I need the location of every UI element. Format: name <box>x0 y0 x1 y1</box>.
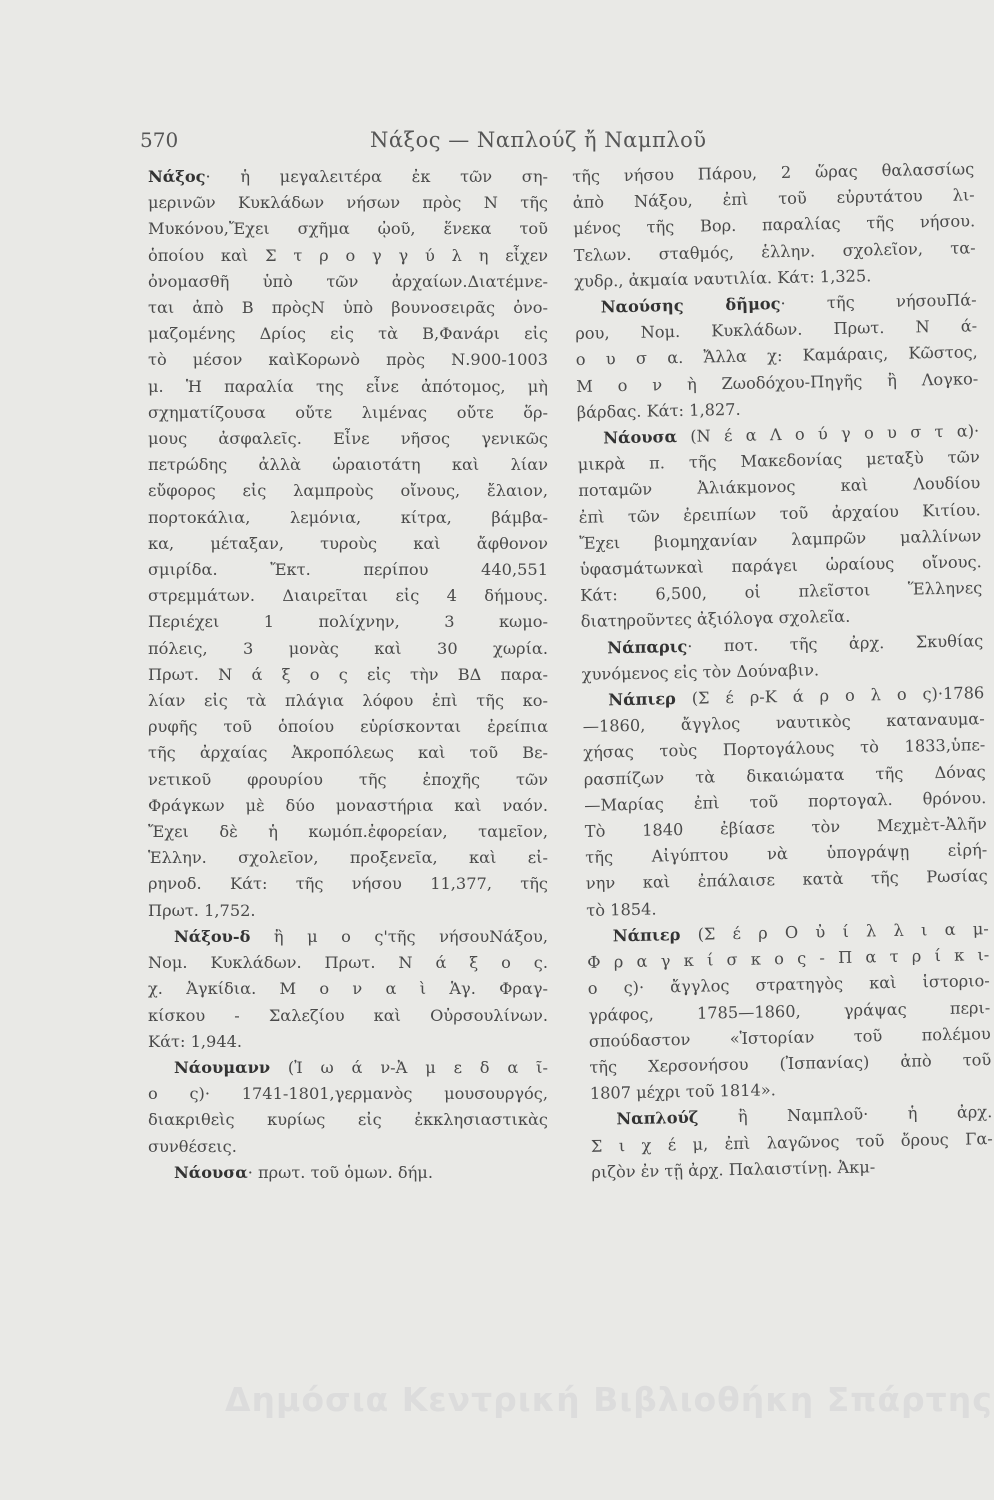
line-text: μαζομένης Δρίος εἰς τὰ Β,Φανάρι εἰς <box>148 324 548 344</box>
line-text: μικρὰ π. τῆς Μακεδονίας μεταξὺ τῶν <box>577 447 980 475</box>
text-line <box>148 243 548 269</box>
line-text: Κάτ: 6,500, οἱ πλεῖστοι Ἕλληνες <box>580 578 983 606</box>
line-text: εὔφορος εἰς λαμπροὺς οἴνους, ἔλαιον, <box>148 481 548 501</box>
line-text: ο ς)· 1741-1801,γερμανὸς μουσουργός, <box>148 1084 548 1104</box>
line-text: Σ ι χ έ μ, ἐπὶ λαγῶνος τοῦ ὄρους Γα- <box>590 1128 993 1156</box>
line-text: χυδρ., ἀκμαία ναυτιλία. Κάτ: 1,325. <box>574 266 872 291</box>
line-text: λίαν εἰς τὰ πλάγια λόφου ἐπὶ τῆς κο- <box>148 691 548 711</box>
text-line <box>148 478 548 504</box>
text-line <box>148 714 548 740</box>
line-text: (Σ έ ρ Ο ὐ ί λ λ ι α μ- <box>680 919 989 944</box>
entry-headword: Νάπιερ <box>612 924 681 946</box>
line-text: ποταμῶν Ἀλιάκμονος καὶ Λουδίου <box>578 473 981 501</box>
line-text: γράφος, 1785—1860, γράψας περι- <box>588 997 991 1025</box>
line-text: ἢ Ναμπλοῦ· ἡ ἀρχ. <box>698 1102 993 1128</box>
left-column <box>148 164 548 1186</box>
line-text: (Ἰ ω ά ν-Ἀ μ ε δ α ῖ- <box>270 1057 548 1077</box>
line-text: τὸ 1854. <box>586 899 657 920</box>
entry-headword: Νάπαρις <box>607 636 688 658</box>
line-text: ρου, Νομ. Κυκλάδων. Πρωτ. Ν ά- <box>575 316 978 344</box>
line-text: διατηροῦντες ἀξιόλογα σχολεῖα. <box>580 607 851 632</box>
line-text: μερινῶν Κυκλάδων νήσων πρὸς Ν τῆς <box>148 193 548 213</box>
text-line <box>148 321 548 347</box>
line-text: Πρωτ. 1,752. <box>148 900 256 920</box>
text-line <box>148 1081 548 1107</box>
right-column <box>572 156 994 1185</box>
line-text: ἀπὸ Νάξου, ἐπὶ τοῦ εὐρυτάτου λι- <box>572 185 975 213</box>
text-line <box>148 269 548 295</box>
text-line <box>148 557 548 583</box>
text-line <box>148 190 548 216</box>
line-text: · τῆς νήσουΠά- <box>780 290 977 314</box>
text-line <box>148 1003 548 1029</box>
text-line <box>148 426 548 452</box>
line-text: 1807 μέχρι τοῦ 1814». <box>589 1080 776 1103</box>
text-line <box>148 400 548 426</box>
line-text: Περιέχει 1 πολίχνην, 3 κωμο- <box>148 612 548 632</box>
line-text: σπούδαστον «Ἱστορίαν τοῦ πολέμου <box>588 1023 991 1051</box>
page-number: 570 <box>140 128 179 152</box>
line-text: —1860, ἄγγλος ναυτικὸς καταναυμα- <box>582 709 985 737</box>
line-text: Ἔχει δὲ ἡ κωμόπ.ἐφορείαν, ταμεῖον, <box>148 822 548 842</box>
line-text: Ἑλλην. σχολεῖον, προξενεῖα, καὶ εἰ- <box>148 848 548 868</box>
entry-headword: Νάξου-δ <box>174 926 251 946</box>
text-line <box>148 740 548 766</box>
line-text: ὀνομασθῆ ὑπὸ τῶν ἀρχαίων.Διατέμνε- <box>148 271 548 291</box>
line-text: σμιρίδα. Ἔκτ. περίπου 440,551 <box>148 560 548 580</box>
page-header <box>140 128 960 162</box>
line-text: διακριθεὶς κυρίως εἰς ἐκκλησιαστικὰς <box>148 1110 548 1130</box>
text-line <box>148 845 548 871</box>
line-text: ὁποίου καὶ Σ τ ρ ο γ γ ύ λ η εἶχεν <box>148 245 548 265</box>
line-text: τῆς νήσου Πάρου, 2 ὥρας θαλασσίως <box>572 159 975 186</box>
line-text: κα, μέταξαν, τυροὺς καὶ ἄφθονον <box>148 533 548 553</box>
line-text: ἐπὶ τῶν ἐρειπίων τοῦ ἀρχαίου Κιτίου. <box>578 499 981 527</box>
line-text: ται ἀπὸ Β πρὸςΝ ὑπὸ βουνοσειρᾶς ὀνο- <box>148 298 548 318</box>
line-text: Φ ρ α γ κ ί σ κ ο ς - Π α τ ρ ί κ ι- <box>587 945 990 972</box>
line-text: νην καὶ ἐπάλαισε κατὰ τῆς Ρωσίας <box>585 866 988 894</box>
text-line <box>148 898 548 924</box>
line-text: τῆς Αἰγύπτου νὰ ὑπογράψῃ εἰρή- <box>585 840 988 868</box>
line-text: · ποτ. τῆς ἀρχ. Σκυθίας <box>687 630 984 656</box>
text-line <box>148 767 548 793</box>
text-line <box>148 688 548 714</box>
line-text: πετρώδης ἀλλὰ ὡραιοτάτη καὶ λίαν <box>148 455 548 475</box>
text-line <box>148 1134 548 1160</box>
line-text: στρεμμάτων. Διαιρεῖται εἰς 4 δήμους. <box>148 586 548 606</box>
text-line <box>148 950 548 976</box>
line-text: Πρωτ. Ν ά ξ ο ς εἰς τὴν ΒΔ παρα- <box>148 664 548 684</box>
line-text: τῆς ἀρχαίας Ἀκροπόλεως καὶ τοῦ Βε- <box>148 743 548 763</box>
running-title: Νάξος — Ναπλούζ ἤ Ναμπλοῦ <box>370 128 707 152</box>
text-line <box>148 505 548 531</box>
entry-first-line <box>148 164 548 190</box>
line-text: · πρωτ. τοῦ ὁμων. δήμ. <box>247 1162 433 1182</box>
line-text: (Σ έ ρ-Κ ά ρ ο λ ο ς)·1786 <box>675 683 985 709</box>
text-line <box>148 452 548 478</box>
text-line <box>148 976 548 1002</box>
text-line <box>148 216 548 242</box>
line-text: πόλεις, 3 μονὰς καὶ 30 χωρία. <box>148 638 548 658</box>
line-text: βάρδας. Κάτ: 1,827. <box>576 399 741 422</box>
line-text: χήσας τοὺς Πορτογάλους τὸ 1833,ὑπε- <box>583 735 986 763</box>
library-watermark: Δημόσια Κεντρική Βιβλιοθήκη Σπάρτης <box>225 1380 993 1419</box>
entry-headword: Νάξος <box>148 167 206 186</box>
entry-headword: Ναπλούζ <box>616 1108 699 1129</box>
line-text: ρυφῆς τοῦ ὁποίου εὑρίσκονται ἐρείπια <box>148 717 548 737</box>
line-text: νετικοῦ φρουρίου τῆς ἐποχῆς τῶν <box>148 769 548 789</box>
text-line <box>148 871 548 897</box>
text-line <box>148 347 548 373</box>
text-line <box>148 1029 548 1055</box>
line-text: ρασπίζων τὰ δικαιώματα τῆς Δόνας <box>583 761 986 789</box>
text-line <box>148 636 548 662</box>
line-text: Ἔχει βιομηχανίαν λαμπρῶν μαλλίνων <box>579 526 982 553</box>
line-text: τὸ μέσον καὶΚορωνὸ πρὸς Ν.900-1003 <box>148 350 548 370</box>
line-text: Κάτ: 1,944. <box>148 1031 243 1051</box>
line-text: ριζὸν ἐν τῇ ἀρχ. Παλαιστίνῃ. Ἀκμ- <box>591 1157 876 1182</box>
line-text: Μυκόνου,Ἔχει σχῆμα ᾠοῦ, ἕνεκα τοῦ <box>148 219 548 239</box>
line-text: μένος τῆς Βορ. παραλίας τῆς νήσου. <box>573 211 976 239</box>
line-text: χ. Ἀγκίδια. Μ ο ν α ὶ Ἁγ. Φραγ- <box>148 979 548 999</box>
line-text: ο υ σ α. Ἄλλα χ: Καμάραις, Κῶστος, <box>575 342 978 370</box>
text-line <box>148 819 548 845</box>
line-text: μ. Ἡ παραλία της εἶνε ἀπότομος, μὴ <box>148 376 548 396</box>
entry-first-line <box>148 1160 548 1186</box>
entry-headword: Ναούσης δῆμος <box>600 294 781 317</box>
line-text: · ἡ μεγαλειτέρα ἐκ τῶν ση- <box>205 167 548 186</box>
line-text: Μ ο ν ὴ Ζωοδόχου-Πηγῆς ἢ Λογκο- <box>576 368 979 396</box>
line-text: σχηματίζουσα οὔτε λιμένας οὔτε ὅρ- <box>148 402 548 422</box>
text-line <box>148 1107 548 1133</box>
line-text: μους ἀσφαλεῖς. Εἶνε νῆσος γενικῶς <box>148 429 548 449</box>
line-text: Τελων. σταθμός, ἑλλην. σχολεῖον, τα- <box>573 237 976 265</box>
text-line <box>148 609 548 635</box>
line-text: χυνόμενος εἰς τὸν Δούναβιν. <box>581 660 820 684</box>
text-line <box>148 793 548 819</box>
text-line <box>148 531 548 557</box>
line-text: Τὸ 1840 ἐβίασε τὸν Μεχμὲτ-Ἀλῆν <box>584 814 987 841</box>
line-text: —Μαρίας ἐπὶ τοῦ πορτογαλ. θρόνου. <box>584 788 987 815</box>
line-text: τῆς Χερσονήσου (Ἰσπανίας) ἀπὸ τοῦ <box>589 1050 992 1077</box>
entry-first-line <box>148 1055 548 1081</box>
line-text: πορτοκάλια, λεμόνια, κίτρα, βάμβα- <box>148 507 548 527</box>
entry-headword: Νάουσα <box>174 1162 248 1182</box>
text-line <box>148 662 548 688</box>
line-text: Νομ. Κυκλάδων. Πρωτ. Ν ά ξ ο ς. <box>148 953 548 973</box>
line-text: ἢ μ ο ς'τῆς νήσουΝάξου, <box>250 926 548 946</box>
line-text: (Ν έ α Λ ο ύ γ ο υ σ τ α)· <box>676 421 980 447</box>
entry-first-line <box>148 924 548 950</box>
line-text: ὑφασμάτωνκαὶ παράγει ὡραίους οἴνους. <box>579 552 982 579</box>
text-line <box>148 295 548 321</box>
line-text: κίσκου - Σαλεζίου καὶ Οὐρσουλίνων. <box>148 1005 548 1025</box>
line-text: ρηνοδ. Κάτ: τῆς νήσου 11,377, τῆς <box>148 874 548 894</box>
entry-headword: Νάουμανν <box>174 1057 271 1077</box>
line-text: ο ς)· ἄγγλος στρατηγὸς καὶ ἱστοριο- <box>587 971 990 999</box>
line-text: Φράγκων μὲ δύο μοναστήρια καὶ ναόν. <box>148 795 548 815</box>
text-line <box>148 583 548 609</box>
line-text: συνθέσεις. <box>148 1136 237 1156</box>
text-line <box>148 374 548 400</box>
entry-headword: Νάπιερ <box>608 689 677 710</box>
entry-headword: Νάουσα <box>603 427 678 448</box>
